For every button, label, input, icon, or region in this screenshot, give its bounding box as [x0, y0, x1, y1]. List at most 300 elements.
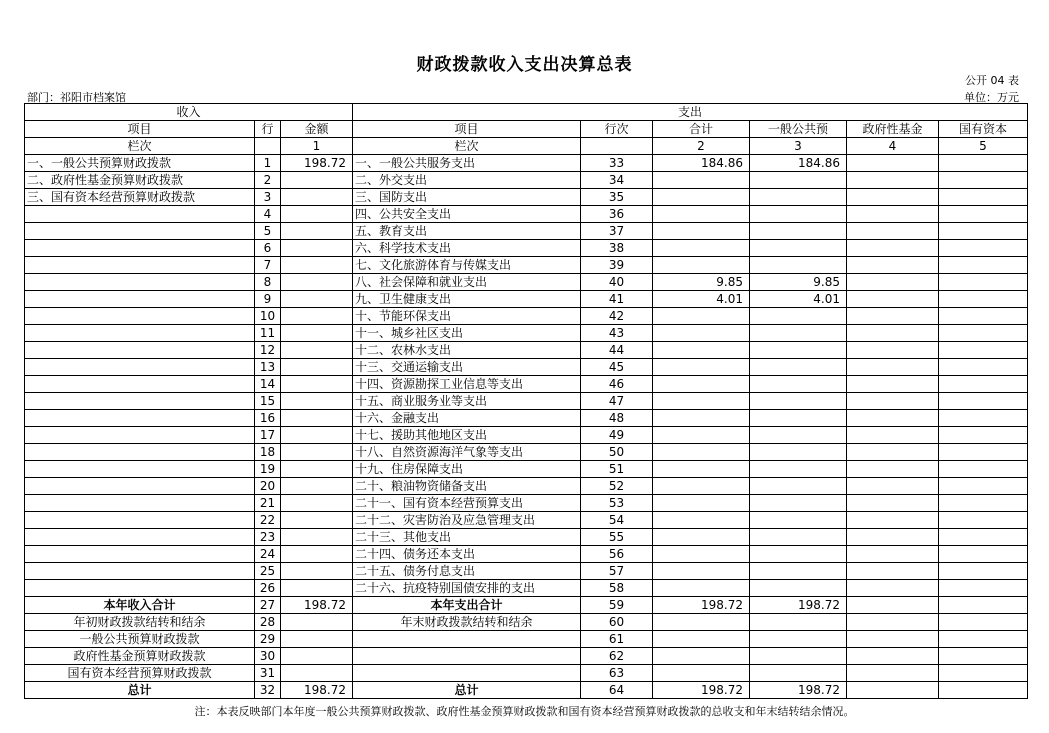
income-line-cell: 24 [255, 546, 281, 563]
gov-fund-header: 政府性基金 [847, 121, 939, 138]
gov-fund-cell [847, 682, 939, 699]
state-capital-cell [939, 206, 1028, 223]
gov-fund-cell [847, 274, 939, 291]
table-row [25, 206, 1028, 223]
expense-item-cell: 九、卫生健康支出 [353, 291, 581, 308]
gov-fund-cell [847, 512, 939, 529]
total-cell [653, 495, 750, 512]
general-budget-cell: 9.85 [750, 274, 847, 291]
income-line-cell: 23 [255, 529, 281, 546]
general-budget-cell [750, 512, 847, 529]
general-budget-cell [750, 614, 847, 631]
expense-item-cell: 二十一、国有资本经营预算支出 [353, 495, 581, 512]
state-capital-cell [939, 393, 1028, 410]
total-cell [653, 342, 750, 359]
income-line-cell: 16 [255, 410, 281, 427]
general-budget-cell [750, 325, 847, 342]
state-capital-cell [939, 410, 1028, 427]
gov-fund-cell [847, 172, 939, 189]
state-capital-cell [939, 274, 1028, 291]
table-row [25, 223, 1028, 240]
income-item-cell [25, 427, 255, 444]
income-amount-cell [281, 614, 353, 631]
income-amount-cell: 198.72 [281, 682, 353, 699]
state-capital-cell [939, 223, 1028, 240]
table-row [25, 444, 1028, 461]
expense-item-cell [353, 665, 581, 682]
expense-line-cell: 34 [581, 172, 653, 189]
gov-fund-cell [847, 665, 939, 682]
income-amount-cell [281, 631, 353, 648]
income-amount-cell [281, 257, 353, 274]
gov-fund-cell [847, 444, 939, 461]
state-capital-cell [939, 665, 1028, 682]
total-cell: 4.01 [653, 291, 750, 308]
income-item-cell [25, 410, 255, 427]
income-item-cell [25, 393, 255, 410]
general-budget-cell [750, 444, 847, 461]
state-capital-cell [939, 495, 1028, 512]
general-budget-cell [750, 580, 847, 597]
expense-line-cell: 48 [581, 410, 653, 427]
total-cell [653, 546, 750, 563]
table-row [25, 257, 1028, 274]
expense-item-cell: 一、一般公共服务支出 [353, 155, 581, 172]
total-cell [653, 223, 750, 240]
total-cell: 198.72 [653, 682, 750, 699]
income-amount-cell [281, 512, 353, 529]
table-row [25, 495, 1028, 512]
state-capital-cell [939, 546, 1028, 563]
expense-item-cell: 十、节能环保支出 [353, 308, 581, 325]
income-item-cell [25, 308, 255, 325]
income-item-cell [25, 563, 255, 580]
income-amount-cell [281, 580, 353, 597]
gov-fund-cell [847, 189, 939, 206]
gov-fund-cell [847, 648, 939, 665]
expense-line-cell: 39 [581, 257, 653, 274]
income-line-cell: 4 [255, 206, 281, 223]
gov-fund-cell [847, 257, 939, 274]
state-capital-cell [939, 461, 1028, 478]
income-line-cell: 9 [255, 291, 281, 308]
income-line-cell: 25 [255, 563, 281, 580]
table-row [25, 529, 1028, 546]
income-item-cell [25, 240, 255, 257]
gov-fund-cell [847, 240, 939, 257]
state-capital-cell [939, 359, 1028, 376]
total-cell [653, 172, 750, 189]
general-budget-cell [750, 478, 847, 495]
expense-item-cell: 本年支出合计 [353, 597, 581, 614]
general-budget-cell: 198.72 [750, 597, 847, 614]
income-item-cell [25, 376, 255, 393]
expense-line-cell: 43 [581, 325, 653, 342]
gov-fund-cell [847, 495, 939, 512]
expense-item-cell: 二十四、债务还本支出 [353, 546, 581, 563]
expense-line-cell: 57 [581, 563, 653, 580]
income-item-cell [25, 444, 255, 461]
general-budget-cell [750, 665, 847, 682]
income-item-cell [25, 512, 255, 529]
income-amount-cell: 198.72 [281, 155, 353, 172]
table-row [25, 155, 1028, 172]
general-budget-cell [750, 359, 847, 376]
state-capital-cell [939, 512, 1028, 529]
general-budget-cell [750, 308, 847, 325]
expense-item-cell: 二十二、灾害防治及应急管理支出 [353, 512, 581, 529]
income-line-cell: 17 [255, 427, 281, 444]
expense-item-cell: 十八、自然资源海洋气象等支出 [353, 444, 581, 461]
general-budget-cell [750, 189, 847, 206]
income-amount-cell [281, 325, 353, 342]
income-item-header: 项目 [25, 121, 255, 138]
income-line-cell: 8 [255, 274, 281, 291]
expense-line-cell: 55 [581, 529, 653, 546]
total-cell [653, 240, 750, 257]
income-item-cell [25, 325, 255, 342]
expense-line-cell: 58 [581, 580, 653, 597]
income-line-cell: 32 [255, 682, 281, 699]
total-cell [653, 393, 750, 410]
total-cell [653, 257, 750, 274]
state-capital-cell [939, 291, 1028, 308]
footnote: 注：本表反映部门本年度一般公共预算财政拨款、政府性基金预算财政拨款和国有资本经营预算财政拨款的总收支和年末结转结余情况。 [194, 705, 855, 718]
expense-line-cell: 52 [581, 478, 653, 495]
gov-fund-cell [847, 427, 939, 444]
income-line-cell: 7 [255, 257, 281, 274]
expense-item-cell [353, 631, 581, 648]
total-cell [653, 206, 750, 223]
income-line-cell: 22 [255, 512, 281, 529]
total-cell [653, 478, 750, 495]
income-line-index [255, 138, 281, 155]
income-item-cell [25, 580, 255, 597]
income-amount-cell [281, 189, 353, 206]
table-row [25, 291, 1028, 308]
income-amount-cell [281, 206, 353, 223]
state-capital-cell [939, 563, 1028, 580]
income-line-cell: 19 [255, 461, 281, 478]
income-amount-cell [281, 393, 353, 410]
expense-line-header: 行次 [581, 121, 653, 138]
state-capital-cell [939, 308, 1028, 325]
gov-fund-cell [847, 410, 939, 427]
income-amount-cell [281, 495, 353, 512]
expense-line-cell: 49 [581, 427, 653, 444]
expense-section-header: 支出 [353, 104, 1028, 121]
expense-item-cell: 二十六、抗疫特别国债安排的支出 [353, 580, 581, 597]
income-item-cell: 一般公共预算财政拨款 [25, 631, 255, 648]
summary-row [25, 631, 1028, 648]
expense-item-cell: 十一、城乡社区支出 [353, 325, 581, 342]
income-line-cell: 11 [255, 325, 281, 342]
expense-item-cell: 十七、援助其他地区支出 [353, 427, 581, 444]
expense-item-cell: 年末财政拨款结转和结余 [353, 614, 581, 631]
total-cell [653, 563, 750, 580]
expense-line-cell: 50 [581, 444, 653, 461]
total-cell [653, 376, 750, 393]
general-budget-cell [750, 410, 847, 427]
total-cell [653, 461, 750, 478]
expense-item-cell: 二十五、债务付息支出 [353, 563, 581, 580]
expense-line-cell: 45 [581, 359, 653, 376]
general-budget-cell [750, 461, 847, 478]
total-cell: 9.85 [653, 274, 750, 291]
general-budget-cell [750, 631, 847, 648]
expense-item-cell: 十三、交通运输支出 [353, 359, 581, 376]
expense-item-cell: 总计 [353, 682, 581, 699]
state-capital-cell [939, 529, 1028, 546]
income-amount-cell [281, 529, 353, 546]
general-budget-cell [750, 240, 847, 257]
department-label: 部门：祁阳市档案馆 [27, 91, 126, 104]
gov-fund-cell [847, 546, 939, 563]
expense-item-cell: 二十三、其他支出 [353, 529, 581, 546]
general-budget-cell [750, 529, 847, 546]
table-row [25, 189, 1028, 206]
income-line-cell: 28 [255, 614, 281, 631]
income-line-cell: 3 [255, 189, 281, 206]
expense-item-cell: 三、国防支出 [353, 189, 581, 206]
income-amount-cell [281, 563, 353, 580]
gov-fund-cell [847, 597, 939, 614]
table-row [25, 376, 1028, 393]
income-amount-cell [281, 665, 353, 682]
expense-line-cell: 53 [581, 495, 653, 512]
table-row [25, 325, 1028, 342]
expense-line-cell: 46 [581, 376, 653, 393]
income-item-cell: 一、一般公共预算财政拨款 [25, 155, 255, 172]
gov-fund-cell [847, 308, 939, 325]
total-cell [653, 580, 750, 597]
expense-item-cell: 七、文化旅游体育与传媒支出 [353, 257, 581, 274]
expense-item-cell [353, 648, 581, 665]
income-item-cell [25, 291, 255, 308]
state-capital-cell [939, 155, 1028, 172]
income-amount-header: 金额 [281, 121, 353, 138]
general-budget-cell [750, 172, 847, 189]
income-amount-cell [281, 461, 353, 478]
expense-line-cell: 64 [581, 682, 653, 699]
income-line-cell: 13 [255, 359, 281, 376]
gov-fund-cell [847, 580, 939, 597]
income-amount-cell [281, 291, 353, 308]
total-index: 2 [653, 138, 750, 155]
income-amount-cell [281, 240, 353, 257]
total-cell [653, 359, 750, 376]
expense-item-cell: 十五、商业服务业等支出 [353, 393, 581, 410]
income-line-cell: 15 [255, 393, 281, 410]
income-line-cell: 10 [255, 308, 281, 325]
expense-line-cell: 36 [581, 206, 653, 223]
income-amount-cell: 198.72 [281, 597, 353, 614]
gov-fund-cell [847, 529, 939, 546]
report-title: 财政拨款收入支出决算总表 [416, 55, 633, 75]
income-amount-cell [281, 223, 353, 240]
general-budget-cell [750, 495, 847, 512]
income-line-cell: 2 [255, 172, 281, 189]
table-row [25, 512, 1028, 529]
expense-line-cell: 54 [581, 512, 653, 529]
summary-row [25, 597, 1028, 614]
gov-fund-cell [847, 325, 939, 342]
table-row [25, 478, 1028, 495]
expense-item-cell: 二、外交支出 [353, 172, 581, 189]
income-amount-cell [281, 172, 353, 189]
total-cell [653, 308, 750, 325]
gov-fund-cell [847, 155, 939, 172]
gov-fund-cell [847, 376, 939, 393]
income-amount-cell [281, 478, 353, 495]
summary-row [25, 614, 1028, 631]
expense-line-cell: 60 [581, 614, 653, 631]
income-item-cell: 三、国有资本经营预算财政拨款 [25, 189, 255, 206]
income-item-cell [25, 478, 255, 495]
income-line-header: 行 [255, 121, 281, 138]
income-col-label: 栏次 [25, 138, 255, 155]
expense-line-cell: 44 [581, 342, 653, 359]
state-capital-cell [939, 376, 1028, 393]
state-capital-cell [939, 427, 1028, 444]
state-capital-cell [939, 682, 1028, 699]
table-row [25, 461, 1028, 478]
income-line-cell: 20 [255, 478, 281, 495]
expense-col-label: 栏次 [353, 138, 581, 155]
gov-fund-cell [847, 614, 939, 631]
expense-line-cell: 40 [581, 274, 653, 291]
state-capital-cell [939, 648, 1028, 665]
state-capital-cell [939, 444, 1028, 461]
income-amount-cell [281, 546, 353, 563]
income-amount-cell [281, 342, 353, 359]
income-item-cell [25, 342, 255, 359]
state-capital-cell [939, 614, 1028, 631]
state-index: 5 [939, 138, 1028, 155]
state-capital-cell [939, 342, 1028, 359]
general-budget-cell [750, 546, 847, 563]
general-budget-cell [750, 427, 847, 444]
income-item-cell: 总计 [25, 682, 255, 699]
expense-item-cell: 八、社会保障和就业支出 [353, 274, 581, 291]
income-item-cell [25, 461, 255, 478]
total-header: 合计 [653, 121, 750, 138]
state-capital-cell [939, 631, 1028, 648]
expense-line-cell: 59 [581, 597, 653, 614]
state-capital-cell [939, 189, 1028, 206]
general-index: 3 [750, 138, 847, 155]
income-item-cell: 二、政府性基金预算财政拨款 [25, 172, 255, 189]
general-budget-cell [750, 342, 847, 359]
income-item-cell: 本年收入合计 [25, 597, 255, 614]
income-line-cell: 29 [255, 631, 281, 648]
expense-line-cell: 61 [581, 631, 653, 648]
income-amount-cell [281, 359, 353, 376]
expense-item-cell: 十四、资源勘探工业信息等支出 [353, 376, 581, 393]
table-row [25, 580, 1028, 597]
table-row [25, 546, 1028, 563]
income-line-cell: 18 [255, 444, 281, 461]
income-line-cell: 27 [255, 597, 281, 614]
state-capital-header: 国有资本 [939, 121, 1028, 138]
header-row-columns [25, 121, 1028, 138]
expense-item-cell: 五、教育支出 [353, 223, 581, 240]
income-amount-cell [281, 376, 353, 393]
total-cell [653, 614, 750, 631]
total-cell [653, 512, 750, 529]
total-cell [653, 189, 750, 206]
total-cell: 198.72 [653, 597, 750, 614]
income-item-cell [25, 257, 255, 274]
gov-fund-cell [847, 393, 939, 410]
expense-line-index [581, 138, 653, 155]
income-line-cell: 1 [255, 155, 281, 172]
expense-line-cell: 37 [581, 223, 653, 240]
table-row [25, 427, 1028, 444]
income-amount-cell [281, 444, 353, 461]
gov-fund-cell [847, 223, 939, 240]
gov-fund-cell [847, 631, 939, 648]
expense-item-cell: 四、公共安全支出 [353, 206, 581, 223]
summary-row [25, 665, 1028, 682]
gov-fund-cell [847, 291, 939, 308]
total-cell [653, 410, 750, 427]
state-capital-cell [939, 325, 1028, 342]
general-budget-cell [750, 223, 847, 240]
state-capital-cell [939, 172, 1028, 189]
income-line-cell: 6 [255, 240, 281, 257]
income-amount-cell [281, 308, 353, 325]
income-line-cell: 30 [255, 648, 281, 665]
income-line-cell: 31 [255, 665, 281, 682]
income-amount-cell [281, 274, 353, 291]
state-capital-cell [939, 478, 1028, 495]
income-amount-cell [281, 648, 353, 665]
table-row [25, 393, 1028, 410]
expense-line-cell: 62 [581, 648, 653, 665]
income-line-cell: 12 [255, 342, 281, 359]
total-cell [653, 631, 750, 648]
form-number: 公开 04 表 [965, 74, 1019, 87]
income-line-cell: 21 [255, 495, 281, 512]
total-cell [653, 427, 750, 444]
table-row [25, 308, 1028, 325]
fund-index: 4 [847, 138, 939, 155]
income-item-cell [25, 223, 255, 240]
expense-item-cell: 十二、农林水支出 [353, 342, 581, 359]
expense-line-cell: 63 [581, 665, 653, 682]
income-item-cell [25, 274, 255, 291]
general-budget-cell: 184.86 [750, 155, 847, 172]
general-budget-cell [750, 563, 847, 580]
expense-line-cell: 38 [581, 240, 653, 257]
total-cell: 184.86 [653, 155, 750, 172]
income-item-cell: 年初财政拨款结转和结余 [25, 614, 255, 631]
gov-fund-cell [847, 478, 939, 495]
gov-fund-cell [847, 461, 939, 478]
general-budget-cell: 4.01 [750, 291, 847, 308]
income-item-cell [25, 529, 255, 546]
general-budget-cell [750, 648, 847, 665]
table-row [25, 240, 1028, 257]
expense-line-cell: 47 [581, 393, 653, 410]
gov-fund-cell [847, 342, 939, 359]
total-cell [653, 444, 750, 461]
table-row [25, 342, 1028, 359]
header-row-column-index [25, 138, 1028, 155]
unit-label: 单位：万元 [964, 91, 1019, 104]
income-item-cell: 国有资本经营预算财政拨款 [25, 665, 255, 682]
